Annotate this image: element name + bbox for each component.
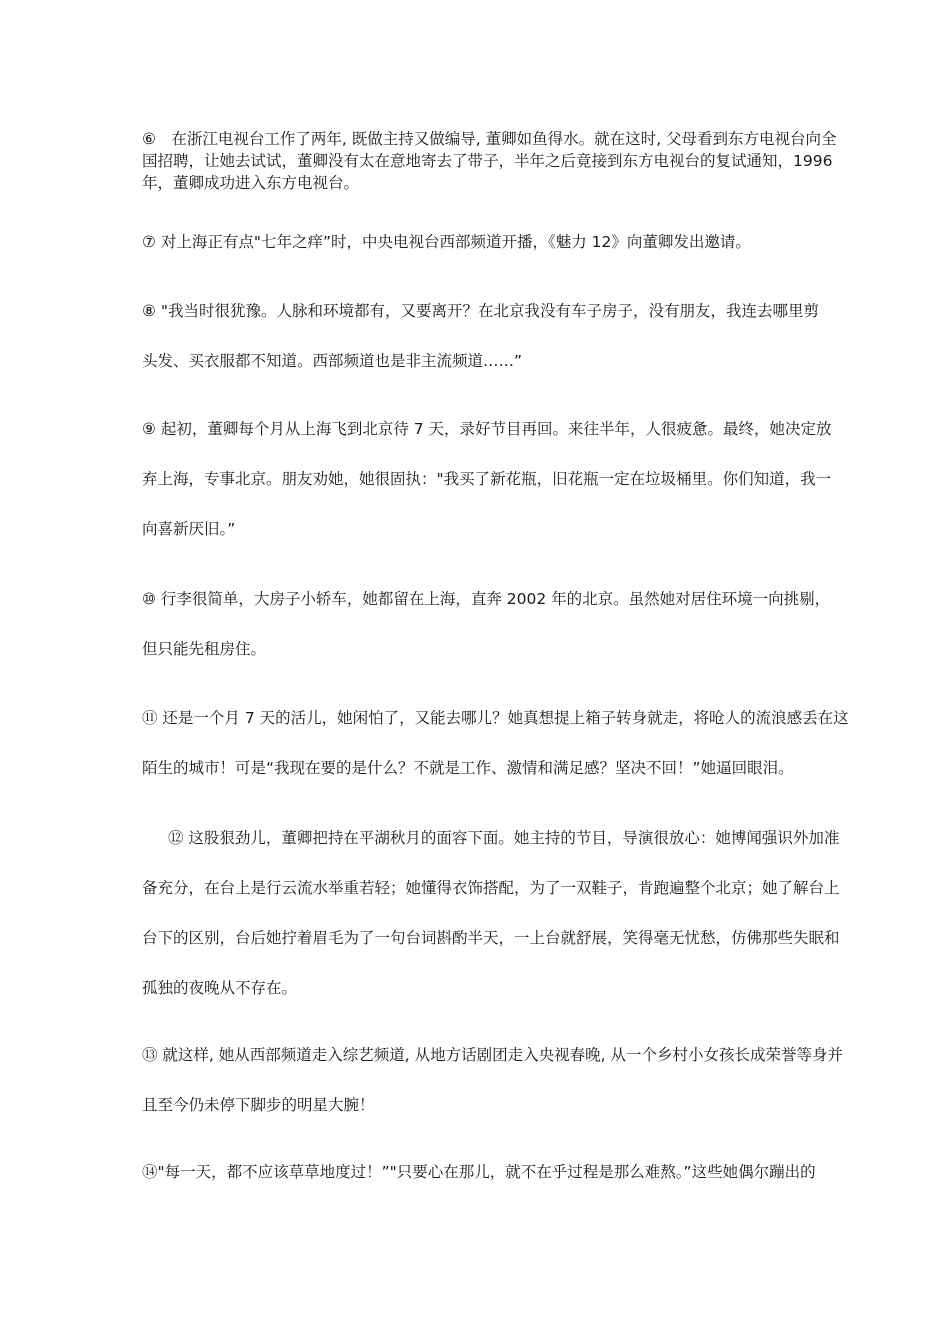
paragraph-line: ⑨ 起初，董卿每个月从上海飞到北京待 7 天，录好节目再回。来往半年，人很疲惫。最终，她决定放 — [142, 420, 832, 438]
paragraph-line: ⑭"每一天，都不应该草草地度过！”"只要心在那儿，就不在乎过程是那么难熬。”这些她偶尔蹦出的 — [142, 1163, 816, 1181]
paragraph-6 — [142, 128, 912, 194]
paragraph-line: ⑪ 还是一个月 7 天的活儿，她闲怕了，又能去哪儿？她真想提上箱子转身就走，将呛人的流浪感丢在这 — [142, 709, 849, 727]
paragraph-line: 头发、买衣服都不知道。西部频道也是非主流频道……” — [142, 352, 523, 370]
paragraph-line: 台下的区别，台后她拧着眉毛为了一句台词斟酌半天，一上台就舒展，笑得毫无忧愁，仿佛那些失眠和 — [142, 929, 840, 947]
paragraph-line: 向喜新厌旧。” — [142, 520, 236, 538]
paragraph-line: ⑩ 行李很简单，大房子小轿车，她都留在上海，直奔 2002 年的北京。虽然她对居住环境一向挑剔， — [142, 590, 831, 608]
paragraph-line: 且至今仍未停下脚步的明星大腕！ — [142, 1096, 375, 1114]
paragraph-line: ⑧ "我当时很犹豫。人脉和环境都有，又要离开？在北京我没有车子房子，没有朋友，我连去哪里剪 — [142, 302, 819, 320]
paragraph-line: ⑦ 对上海正有点"七年之痒”时，中央电视台西部频道开播，《魅力 12》向董卿发出邀请。 — [142, 233, 751, 251]
paragraph-line: 陌生的城市！可是“我现在要的是什么？不就是工作、激情和满足感？坚决不回！”她逼回眼泪。 — [142, 759, 794, 777]
paragraph-line: 孤独的夜晚从不存在。 — [142, 979, 298, 997]
paragraph-10 — [142, 587, 912, 661]
paragraph-line: 但只能先租房住。 — [142, 640, 267, 658]
paragraph-8 — [142, 299, 912, 373]
paragraph-line: 弃上海，专事北京。朋友劝她，她很固执："我买了新花瓶，旧花瓶一定在垃圾桶里。你们知道，我一 — [142, 470, 832, 488]
paragraph-line: ⑥ 在浙江电视台工作了两年, 既做主持又做编导, 董卿如鱼得水。就在这时, 父母看到东方电视台向全 — [142, 130, 837, 148]
paragraph-14 — [142, 1160, 912, 1184]
paragraph-9 — [142, 417, 912, 541]
paragraph-line: 国招聘，让她去试试，董卿没有太在意地寄去了带子，半年之后竟接到东方电视台的复试通知，1996 — [142, 152, 833, 170]
paragraph-line: 备充分，在台上是行云流水举重若轻；她懂得衣饰搭配，为了一双鞋子，肯跑遍整个北京；她了解台上 — [142, 879, 840, 897]
paragraph-12 — [142, 826, 912, 1000]
paragraph-13 — [142, 1043, 912, 1117]
paragraph-line: 年，董卿成功进入东方电视台。 — [142, 174, 360, 192]
paragraph-line: ⑫ 这股狠劲儿，董卿把持在平湖秋月的面容下面。她主持的节目，导演很放心：她博闻强识外加准 — [168, 829, 840, 847]
paragraph-11 — [142, 706, 912, 780]
paragraph-line: ⑬ 就这样, 她从西部频道走入综艺频道, 从地方话剧团走入央视春晚, 从一个乡村小女孩长成荣誉等身并 — [142, 1046, 843, 1064]
paragraph-7 — [142, 231, 912, 253]
